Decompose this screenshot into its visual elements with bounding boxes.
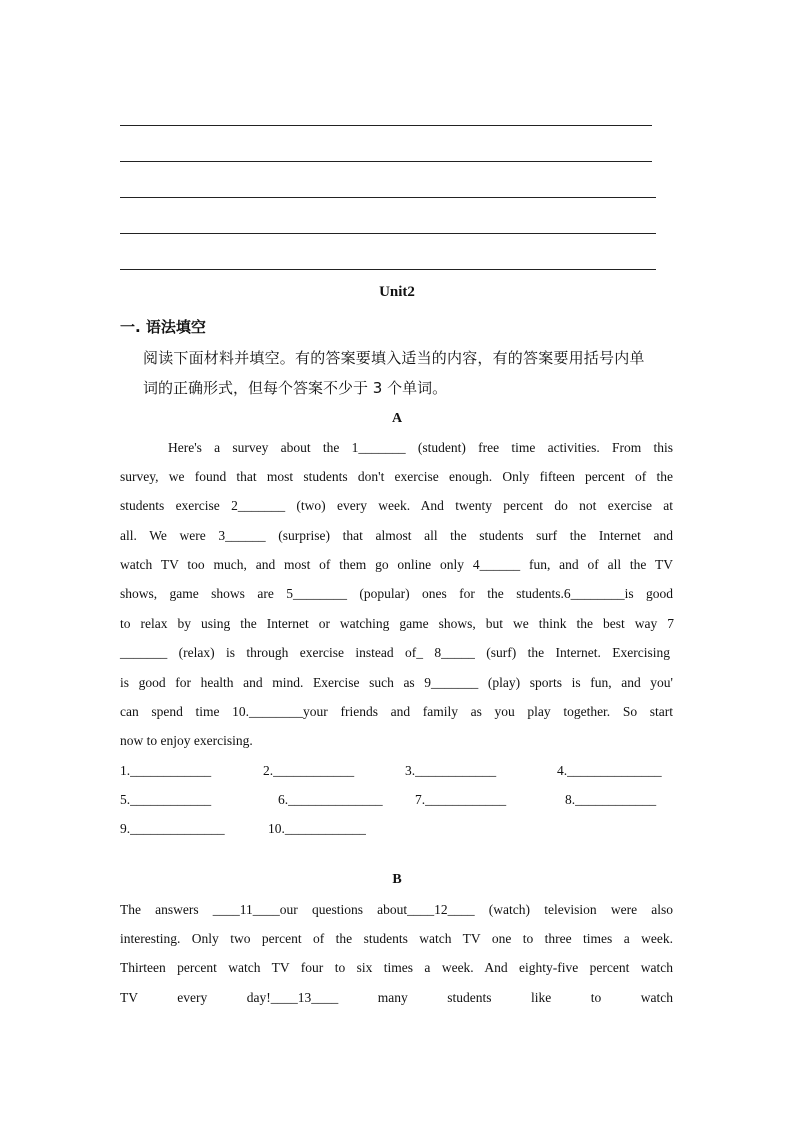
passage-a-label: A xyxy=(391,411,403,426)
answer-blank-5[interactable]: 5.____________ xyxy=(120,792,212,807)
writing-line-2 xyxy=(120,161,652,162)
answer-blank-8[interactable]: 8.____________ xyxy=(565,792,657,807)
passage-b-line: The answers ____11____our questions about____12____ (watch) television were also xyxy=(120,902,673,917)
passage-a-line: can spend time 10.________your friends and family as you play together. So start xyxy=(120,704,673,719)
passage-a-line: watch TV too much, and most of them go online only 4______ fun, and of all the TV xyxy=(120,557,673,572)
passage-b-line: Thirteen percent watch TV four to six times a week. And eighty-five percent watch xyxy=(120,960,673,975)
passage-a-line: to relax by using the Internet or watching game shows, but we think the best way 7 xyxy=(120,616,674,631)
answer-blank-10[interactable]: 10.____________ xyxy=(268,821,366,836)
passage-b-label: B xyxy=(392,872,402,887)
writing-line-3 xyxy=(120,197,656,198)
answer-blank-6[interactable]: 6.______________ xyxy=(278,792,383,807)
answer-blank-2[interactable]: 2.____________ xyxy=(263,763,355,778)
answer-blank-7[interactable]: 7.____________ xyxy=(415,792,507,807)
passage-a-line: Here's a survey about the 1_______ (student) free time activities. From this xyxy=(168,440,673,455)
passage-b-line: TV every day!____13____ many students like to watch xyxy=(120,990,673,1005)
answer-blank-1[interactable]: 1.____________ xyxy=(120,763,212,778)
writing-line-1 xyxy=(120,125,652,126)
answer-blank-9[interactable]: 9.______________ xyxy=(120,821,225,836)
passage-a-line: shows, game shows are 5________ (popular) ones for the students.6________is good xyxy=(120,586,673,601)
passage-a-line: is good for health and mind. Exercise such as 9_______ (play) sports is fun, and you' xyxy=(120,675,673,690)
answer-blank-3[interactable]: 3.____________ xyxy=(405,763,497,778)
passage-a-line: all. We were 3______ (surprise) that almost all the students surf the Internet and xyxy=(120,528,673,543)
answer-blank-4[interactable]: 4.______________ xyxy=(557,763,662,778)
writing-line-4 xyxy=(120,233,656,234)
passage-a-line: _______ (relax) is through exercise instead of_ 8_____ (surf) the Internet. Exercising xyxy=(120,645,670,660)
passage-a-line: now to enjoy exercising. xyxy=(120,733,253,748)
passage-a-line: students exercise 2_______ (two) every week. And twenty percent do not exercise at xyxy=(120,498,673,513)
unit-title: Unit2 xyxy=(379,284,415,300)
passage-b-line: interesting. Only two percent of the students watch TV one to three times a week. xyxy=(120,931,673,946)
instruction-line-1: 阅读下面材料并填空。有的答案要填入适当的内容，有的答案要用括号内单 xyxy=(143,349,645,367)
instruction-line-2: 词的正确形式，但每个答案不少于 3 个单词。 xyxy=(143,379,448,397)
passage-a-line: survey, we found that most students don't exercise enough. Only fifteen percent of the xyxy=(120,469,673,484)
section-heading: 一. 语法填空 xyxy=(120,318,206,336)
writing-line-5 xyxy=(120,269,656,270)
